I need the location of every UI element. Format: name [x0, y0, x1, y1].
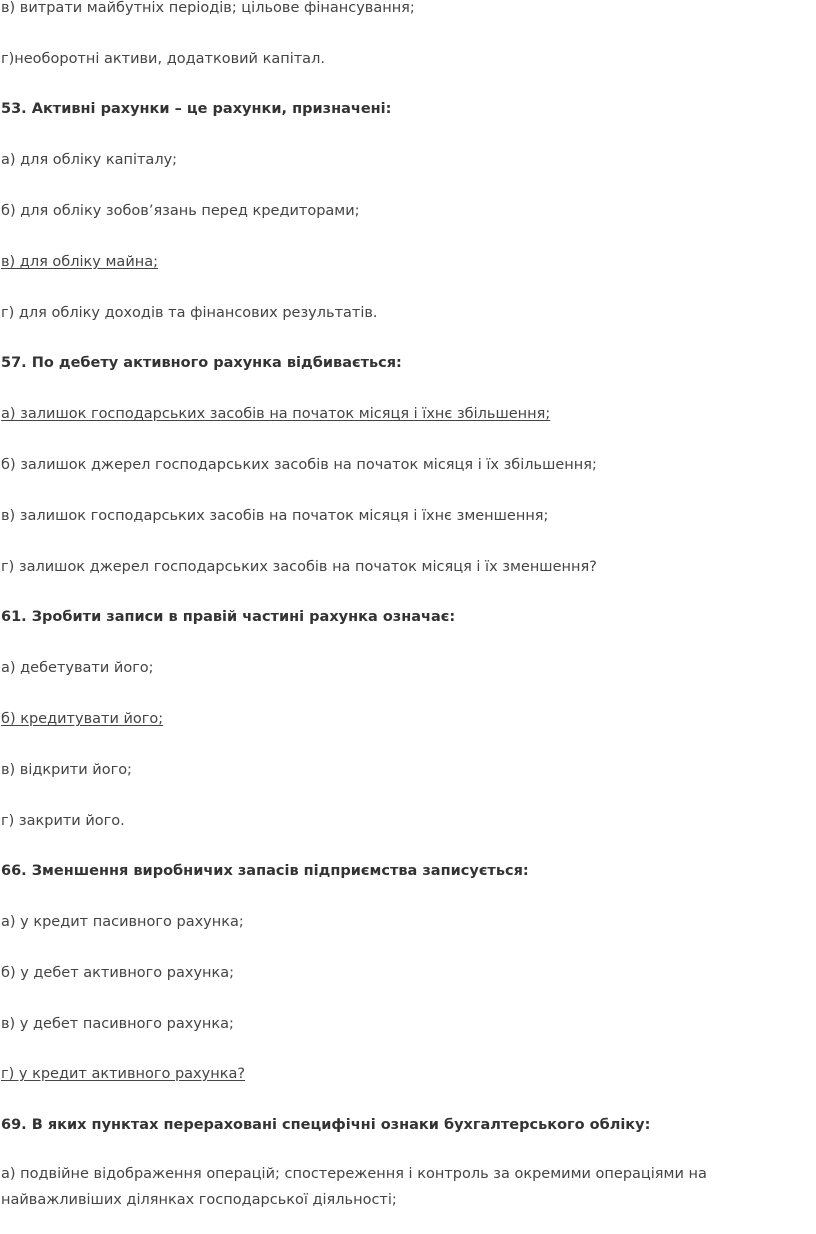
question-heading: 57. По дебету активного рахунка відбивається: — [1, 355, 402, 371]
question-heading: 61. Зробити записи в правій частині рахунка означає: — [1, 609, 456, 625]
answer-option: г) закрити його. — [1, 813, 125, 829]
answer-option: г) для обліку доходів та фінансових результатів. — [1, 305, 378, 321]
answer-option: б) у дебет активного рахунка; — [1, 965, 235, 981]
answer-option: г) залишок джерел господарських засобів на початок місяця і їх зменшення? — [1, 559, 597, 575]
answer-option: в) у дебет пасивного рахунка; — [1, 1016, 234, 1032]
answer-option: б) залишок джерел господарських засобів на початок місяця і їх збільшення; — [1, 457, 597, 473]
correct-answer: а) залишок господарських засобів на початок місяця і їхнє збільшення; — [1, 406, 551, 422]
correct-answer: б) кредитувати його; — [1, 711, 164, 727]
answer-option: в) витрати майбутніх періодів; цільове фінансування; — [1, 0, 415, 16]
answer-option: в) відкрити його; — [1, 762, 132, 778]
answer-option: а) дебетувати його; — [1, 660, 154, 676]
answer-option: г)необоротні активи, додатковий капітал. — [1, 51, 325, 67]
question-heading: 66. Зменшення виробничих запасів підприємства записується: — [1, 863, 529, 879]
question-heading: 53. Активні рахунки – це рахунки, призначені: — [1, 101, 392, 117]
answer-option: а) для обліку капіталу; — [1, 152, 178, 168]
correct-answer: в) для обліку майна; — [1, 254, 158, 270]
answer-option: а) подвійне відображення операцій; спостереження і контроль за окремими операціями на найважливіших ділянках господарської діяльності; — [1, 1166, 707, 1208]
answer-option: в) залишок господарських засобів на початок місяця і їхнє зменшення; — [1, 508, 549, 524]
question-heading: 69. В яких пунктах перераховані специфічні ознаки бухгалтерського обліку: — [1, 1117, 651, 1133]
correct-answer: г) у кредит активного рахунка? — [1, 1066, 246, 1082]
answer-option: б) для обліку зобов’язань перед кредиторами; — [1, 203, 360, 219]
answer-option: а) у кредит пасивного рахунка; — [1, 914, 244, 930]
